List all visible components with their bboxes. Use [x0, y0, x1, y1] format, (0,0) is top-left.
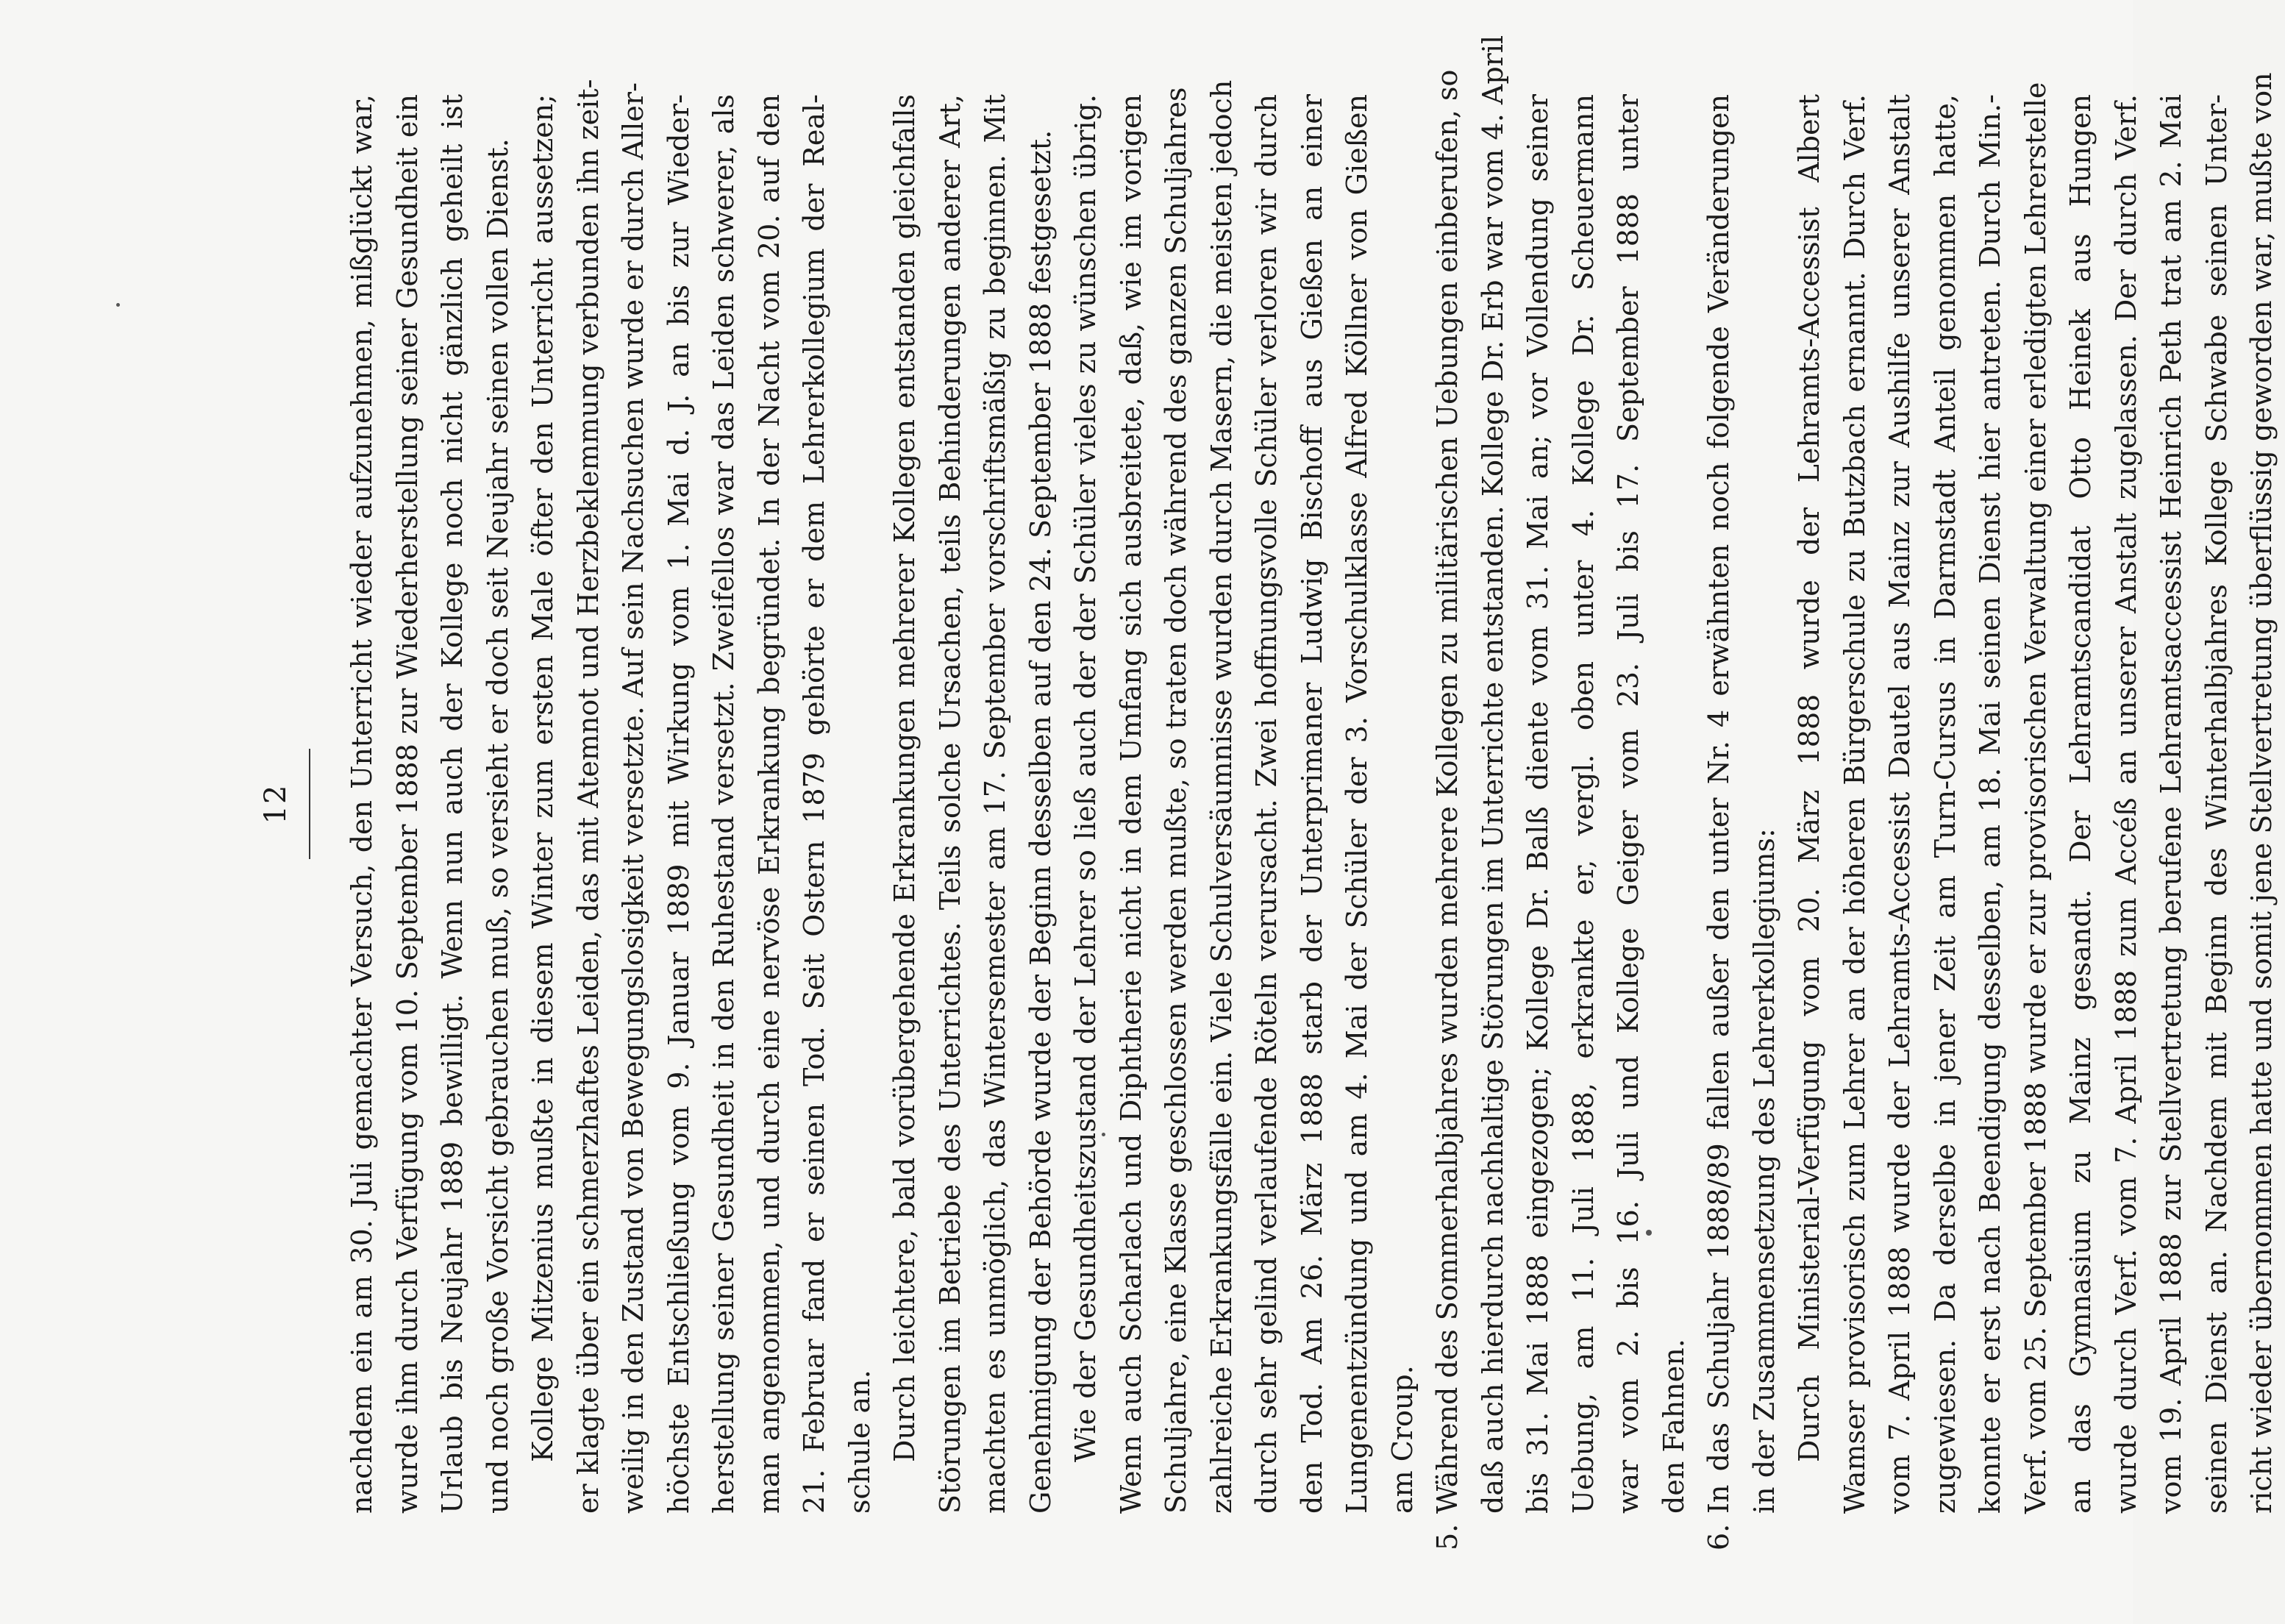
text-line: Wenn auch Scharlach und Diphtherie nicht in dem Umfang sich ausbreitete, daß, wie im vorigen	[1114, 94, 1147, 1514]
text-line: Störungen im Betriebe des Unterrichtes. Teils solche Ursachen, teils Behinderungen anderer Art,	[933, 94, 966, 1514]
paragraph	[883, 94, 1063, 1514]
text-line: Lungenentzündung und am 4. Mai der Schüler der 3. Vorschulklasse Alfred Köllner von Gießen	[1341, 94, 1373, 1514]
text-line: er klagte über ein schmerzhaftes Leiden, das mit Atemnot und Herzbeklemmung verbunden ihn zeit-	[571, 79, 605, 1514]
text-line: wurde durch Verf. vom 7. April 1888 zum Accéß an unserer Anstalt zugelassen. Der durch Verf.	[2109, 94, 2142, 1514]
text-line: Durch leichtere, bald vorübergehende Erkrankungen mehrerer Kollegen entstanden gleichfalls	[888, 94, 921, 1462]
paragraph	[340, 94, 521, 1514]
item-number: 6.	[1703, 1523, 1735, 1550]
text-line: In das Schuljahr 1888/89 fallen außer den unter Nr. 4 erwähnten noch folgende Veränderungen	[1703, 94, 1735, 1514]
numbered-item-6	[1697, 94, 1787, 1550]
text-line: Urlaub bis Neujahr 1889 bewilligt. Wenn nun auch der Kollege noch nicht gänzlich geheilt ist	[436, 94, 468, 1514]
text-line: wurde ihm durch Verfügung vom 10. September 1888 zur Wiederherstellung seiner Gesundheit ein	[391, 94, 424, 1514]
text-line: nachdem ein am 30. Juli gemachter Versuch, den Unterricht wieder aufzunehmen, mißglückt war,	[346, 94, 378, 1514]
text-line: Schuljahre, eine Klasse geschlossen werden mußte, so traten doch während des ganzen Schuljahres	[1160, 87, 1192, 1514]
text-line: herstellung seiner Gesundheit in den Ruhestand versetzt. Zweifellos war das Leiden schwerer, als	[707, 94, 740, 1514]
text-line: zugewiesen. Da derselbe in jener Zeit am Turn-Cursus in Darmstadt Anteil genommen hatte,	[1928, 94, 1961, 1514]
text-line: 21. Februar fand er seinen Tod. Seit Ostern 1879 gehörte er dem Lehrerkollegium der Real-	[798, 94, 830, 1514]
paragraph	[1787, 72, 2285, 1514]
text-line: den Fahnen.	[1657, 1339, 1690, 1514]
text-line: Genehmigung der Behörde wurde der Beginn desselben auf den 24. September 1888 festgesetzt.	[1024, 129, 1057, 1514]
text-line: durch sehr gelind verlaufende Röteln verursacht. Zwei hoffnungsvolle Schüler verloren wir durch	[1250, 94, 1283, 1514]
page-number: 12	[259, 783, 293, 825]
text-line: Kollege Mitzenius mußte in diesem Winter zum ersten Male öfter den Unterricht aussetzen;	[527, 94, 559, 1462]
body-text	[340, 35, 2285, 1550]
text-line: machten es unmöglich, das Wintersemester am 17. September vorschriftsmäßig zu beginnen. Mit	[979, 94, 1011, 1514]
paragraph	[1063, 79, 1425, 1514]
text-line: daß auch hierdurch nachhaltige Störungen im Unterrichte entstanden. Kollege Dr. Erb war vom 4. April	[1476, 35, 1509, 1514]
header-rule	[309, 749, 310, 859]
text-line: den Tod. Am 26. März 1888 starb der Unterprimaner Ludwig Bischoff aus Gießen an einer	[1295, 94, 1328, 1514]
text-line: schule an.	[843, 1370, 876, 1514]
text-line: und noch große Vorsicht gebrauchen muß, so versieht er doch seit Neujahr seinen vollen Dienst.	[481, 138, 514, 1514]
text-line: war vom 2. bis 16. Juli und Kollege Geiger vom 23. Juli bis 17. September 1888 unter	[1612, 94, 1644, 1514]
text-line: Wie der Gesundheitszustand der Lehrer so ließ auch der der Schüler vieles zu wünschen übrig.	[1069, 94, 1102, 1462]
text-line: Wamser provisorisch zum Lehrer an der höheren Bürgerschule zu Butzbach ernannt. Durch Verf.	[1838, 94, 1871, 1514]
text-line: zahlreiche Erkrankungsfälle ein. Viele Schulversäumnisse wurden durch Masern, die meisten jedoch	[1205, 79, 1238, 1514]
rotated-page-content	[243, 35, 2278, 1550]
scan-speck	[116, 303, 120, 307]
paragraph	[521, 79, 883, 1514]
text-line: konnte er erst nach Beendigung desselben, am 18. Mai seinen Dienst hier antreten. Durch Min.-	[1974, 94, 2006, 1514]
text-line: vom 19. April 1888 zur Stellvertretung berufene Lehramtsaccessist Heinrich Peth trat am 2. Mai	[2155, 94, 2187, 1514]
text-line: seinen Dienst an. Nachdem mit Beginn des Winterhalbjahres Kollege Schwabe seinen Unter-	[2200, 94, 2233, 1514]
text-line: höchste Entschließung vom 9. Januar 1889 mit Wirkung vom 1. Mai d. J. an bis zur Wieder-	[662, 94, 695, 1514]
text-line: Während des Sommerhalbjahres wurden mehrere Kollegen zu militärischen Uebungen einberufen, so	[1431, 69, 1464, 1514]
numbered-item-5	[1425, 35, 1697, 1550]
text-line: Durch Ministerial-Verfügung vom 20. März 1888 wurde der Lehramts-Accessist Albert	[1793, 94, 1825, 1462]
text-line: an das Gymnasium zu Mainz gesandt. Der Lehramtscandidat Otto Heinek aus Hungen	[2064, 94, 2097, 1514]
text-line: am Croup.	[1386, 1365, 1419, 1514]
text-line: weilig in den Zustand von Bewegungslosigkeit versetzte. Auf sein Nachsuchen wurde er durch Aller-	[617, 82, 649, 1514]
text-line: Verf. vom 25. September 1888 wurde er zur provisorischen Verwaltung einer erledigten Lehrerstelle	[2019, 82, 2052, 1514]
text-line: bis 31. Mai 1888 eingezogen; Kollege Dr. Balß diente vom 31. Mai an; vor Vollendung seiner	[1522, 94, 1554, 1514]
text-line: man angenommen, und durch eine nervöse Erkrankung begründet. In der Nacht vom 20. auf den	[752, 94, 785, 1514]
text-line: richt wieder übernommen hatte und somit jene Stellvertretung überflüssig geworden war, mußte von	[2245, 72, 2278, 1514]
text-line: vom 7. April 1888 wurde der Lehramts-Accessist Dautel aus Mainz zur Aushilfe unserer Anstalt	[1883, 94, 1916, 1514]
text-line: Uebung, am 11. Juli 1888, erkrankte er, vergl. oben unter 4. Kollege Dr. Scheuermann	[1566, 94, 1600, 1514]
text-line: in der Zusammensetzung des Lehrerkollegiums:	[1747, 828, 1780, 1514]
item-number: 5.	[1431, 1523, 1464, 1550]
